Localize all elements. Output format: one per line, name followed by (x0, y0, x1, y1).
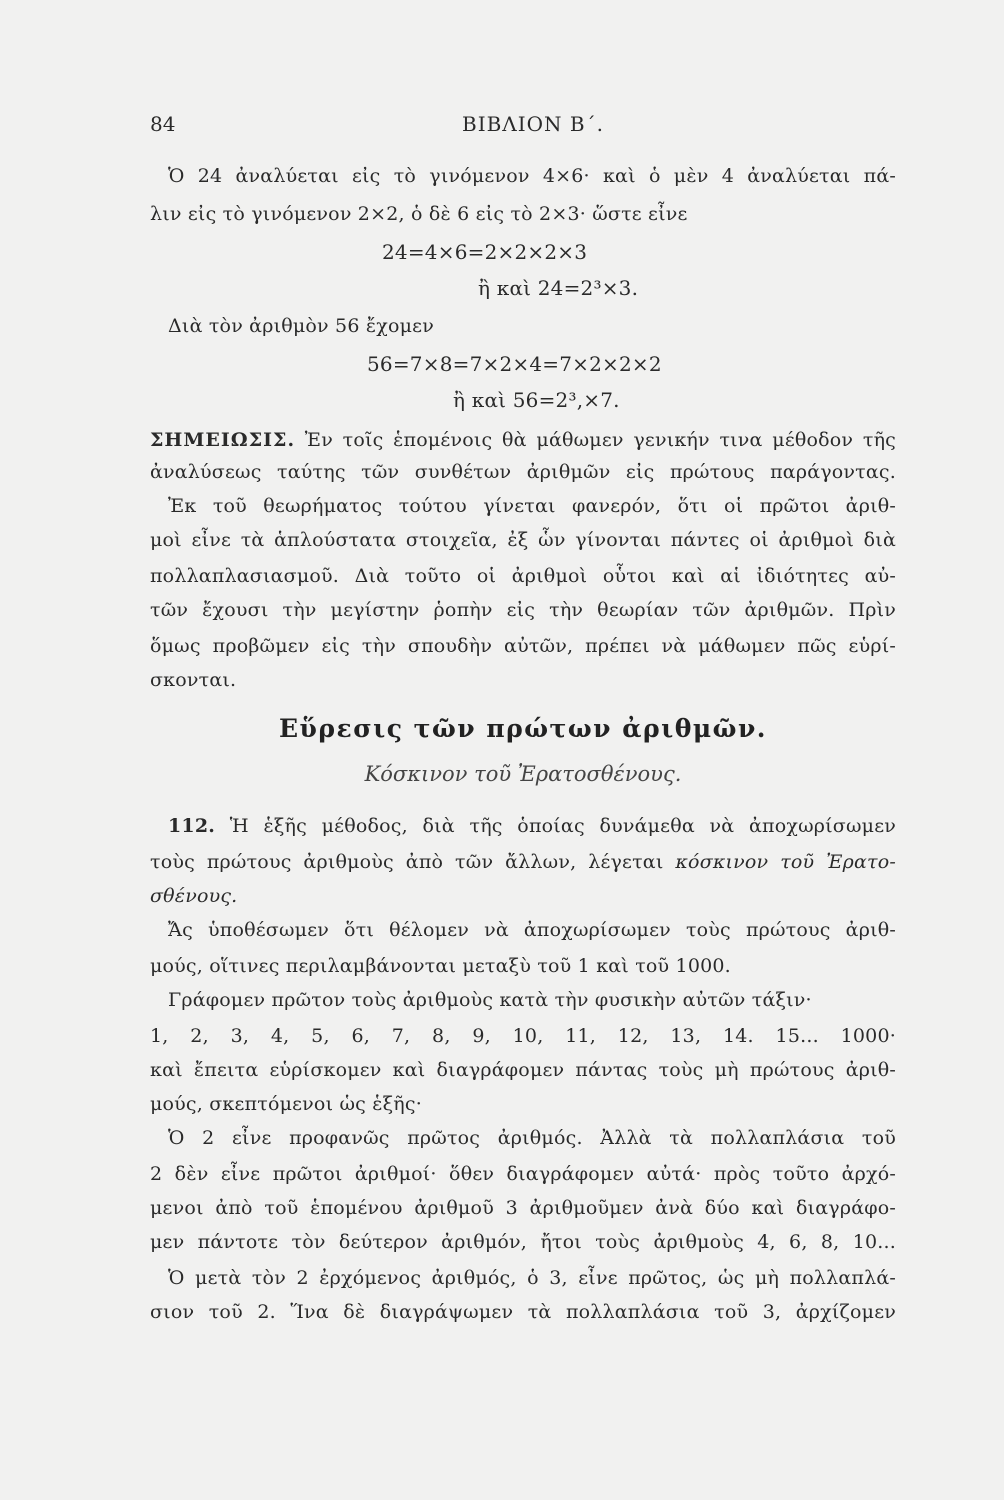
note-label: ΣΗΜΕΙΩΣΙΣ. (150, 429, 296, 451)
text-line: καὶ ἔπειτα εὑρίσκομεν καὶ διαγράφομεν πάντας τοὺς μὴ πρώτους ἀριθ- (150, 1059, 896, 1081)
equation: 56=7×8=7×2×4=7×2×2×2 (367, 352, 662, 376)
text-line: Διὰ τὸν ἀριθμὸν 56 ἔχομεν (168, 315, 434, 337)
text-line: Ἄς ὑποθέσωμεν ὅτι θέλομεν νὰ ἀποχωρίσωμεν τοὺς πρώτους ἀριθ- (168, 919, 896, 941)
equation: 24=4×6=2×2×2×3 (382, 240, 588, 264)
text-line: πολλαπλασιασμοῦ. Διὰ τοῦτο οἱ ἀριθμοὶ οὗτοι καὶ αἱ ἰδιότητες αὐ- (150, 565, 896, 587)
text-line: Γράφομεν πρῶτον τοὺς ἀριθμοὺς κατὰ τὴν φυσικὴν αὐτῶν τάξιν· (168, 989, 812, 1011)
text-span: τοὺς πρώτους ἀριθμοὺς ἀπὸ τῶν ἄλλων, λέγεται (150, 851, 664, 873)
para-line-2 (150, 850, 896, 874)
term-italic: σθένους. (150, 885, 238, 907)
text-line: ἀναλύσεως ταύτης τῶν συνθέτων ἀριθμῶν εἰς πρώτους παράγοντας. (150, 461, 896, 483)
text-line: μενοι ἀπὸ τοῦ ἑπομένου ἀριθμοῦ 3 ἀριθμοῦμεν ἀνὰ δύο καὶ διαγράφο- (150, 1197, 896, 1219)
text-line: Ὁ 2 εἶνε προφανῶς πρῶτος ἀριθμός. Ἀλλὰ τὰ πολλαπλάσια τοῦ (168, 1127, 896, 1149)
text-span: Ἡ ἑξῆς μέθοδος, διὰ τῆς ὁποίας δυνάμεθα νὰ ἀποχωρίσωμεν (229, 815, 896, 837)
text-line: τῶν ἔχουσι τὴν μεγίστην ῥοπὴν εἰς τὴν θεωρίαν τῶν ἀριθμῶν. Πρὶν (150, 599, 896, 621)
text-line: 2 δὲν εἶνε πρῶτοι ἀριθμοί· ὅθεν διαγράφομεν αὐτά· πρὸς τοῦτο ἀρχό- (150, 1163, 896, 1185)
text-line: σκονται. (150, 669, 237, 691)
number-sequence: 1, 2, 3, 4, 5, 6, 7, 8, 9, 10, 11, 12, 13, 14. 15... 1000· (150, 1025, 896, 1047)
term-italic: κόσκινον τοῦ Ἐρατο- (675, 851, 896, 873)
para-line-1 (168, 814, 896, 838)
text-span: Ἐν τοῖς ἑπομένοις θὰ μάθωμεν γενικήν τινα μέθοδον τῆς (304, 429, 896, 451)
text-line: Ὁ 24 ἀναλύεται εἰς τὸ γινόμενον 4×6· καὶ ὁ μὲν 4 ἀναλύεται πά- (168, 165, 896, 187)
text-line: μοὶ εἶνε τὰ ἁπλούστατα στοιχεῖα, ἐξ ὧν γίνονται πάντες οἱ ἀριθμοὶ διὰ (150, 529, 896, 551)
text-line: λιν εἰς τὸ γινόμενον 2×2, ὁ δὲ 6 εἰς τὸ 2×3· ὥστε εἶνε (150, 203, 688, 225)
text-line: μεν πάντοτε τὸν δεύτερον ἀριθμόν, ἤτοι τοὺς ἀριθμοὺς 4, 6, 8, 10... (150, 1231, 896, 1253)
running-header: ΒΙΒΛΙΟΝ Β΄. (462, 112, 604, 136)
equation: ἢ καὶ 24=2³×3. (478, 276, 639, 300)
section-subheading: Κόσκινον τοῦ Ἐρατοσθένους. (364, 762, 682, 786)
equation: ἢ καὶ 56=2³,×7. (453, 388, 620, 412)
paragraph-number: 112. (168, 815, 216, 837)
text-line: Ἐκ τοῦ θεωρήματος τούτου γίνεται φανερόν, ὅτι οἱ πρῶτοι ἀριθ- (168, 495, 896, 517)
section-heading: Εὕρεσις τῶν πρώτων ἀριθμῶν. (278, 714, 768, 743)
text-line: μούς, οἵτινες περιλαμβάνονται μεταξὺ τοῦ 1 καὶ τοῦ 1000. (150, 955, 731, 977)
text-line: μούς, σκεπτόμενοι ὡς ἑξῆς· (150, 1093, 422, 1115)
text-line: Ὁ μετὰ τὸν 2 ἐρχόμενος ἀριθμός, ὁ 3, εἶνε πρῶτος, ὡς μὴ πολλαπλά- (168, 1267, 896, 1289)
page-number: 84 (150, 112, 176, 136)
note-line-1 (150, 428, 896, 452)
text-line: σιον τοῦ 2. Ἵνα δὲ διαγράψωμεν τὰ πολλαπλάσια τοῦ 3, ἀρχίζομεν (150, 1301, 896, 1323)
text-line: ὅμως προβῶμεν εἰς τὴν σπουδὴν αὐτῶν, πρέπει νὰ μάθωμεν πῶς εὑρί- (150, 635, 896, 657)
